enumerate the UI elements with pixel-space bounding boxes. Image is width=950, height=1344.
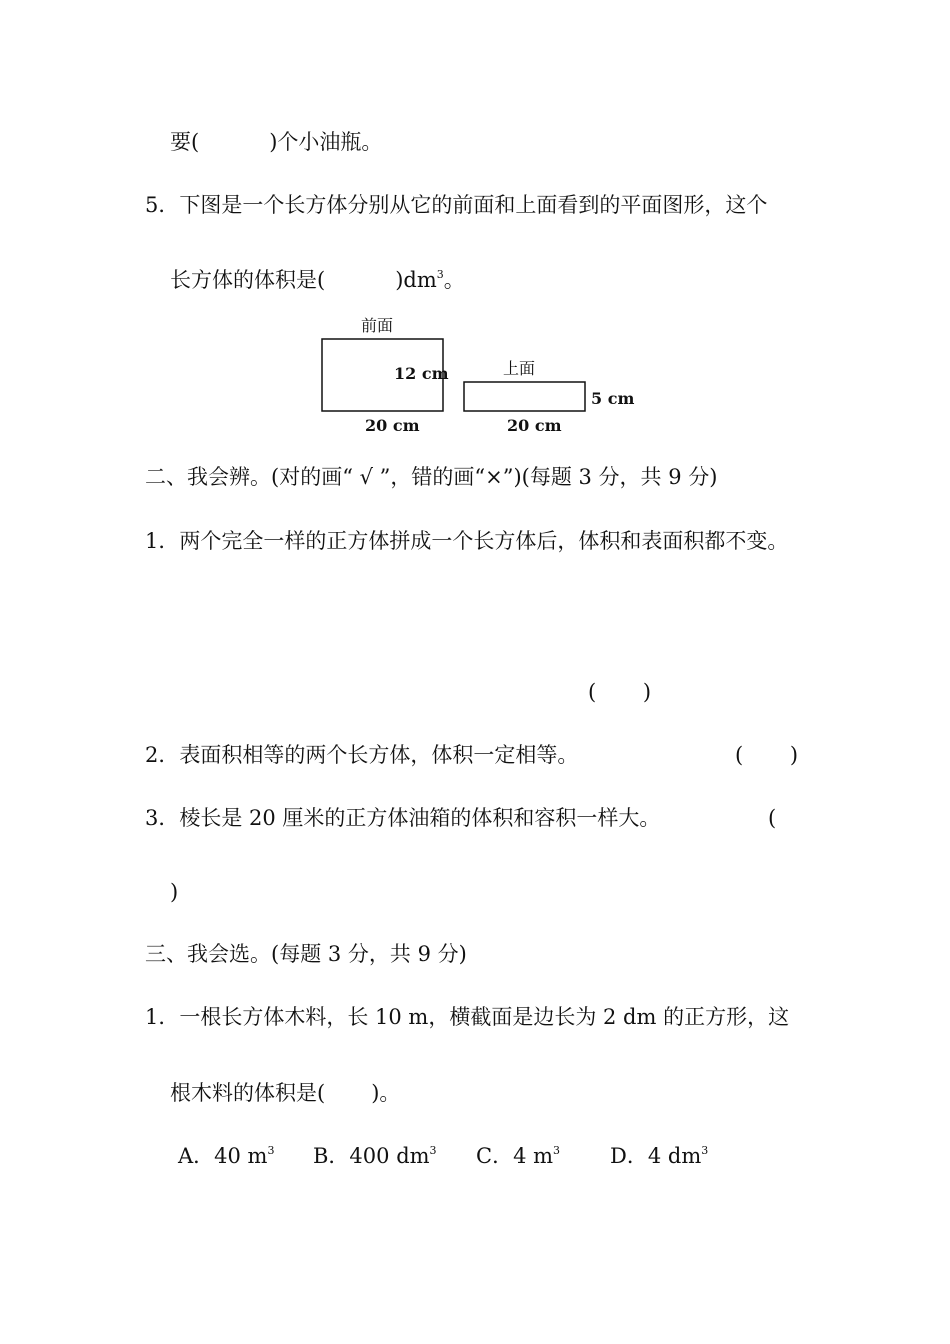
front-view-label: 前面	[361, 316, 394, 335]
q5-line2-after: )dm	[395, 268, 437, 292]
q5-line1: 5．下图是一个长方体分别从它的前面和上面看到的平面图形，这个	[145, 193, 768, 217]
option-a[interactable]: A．40 $m^3$	[178, 1144, 275, 1168]
top-height-label: 5 cm	[591, 389, 635, 408]
s2-q3-text: 3．棱长是 20 厘米的正方体油箱的体积和容积一样大。	[145, 806, 661, 830]
s2-q3-paren-open[interactable]: (	[768, 806, 777, 830]
s2-q2-answer-paren[interactable]: ( )	[735, 743, 799, 767]
s2-q1-answer-paren[interactable]: ( )	[588, 680, 652, 704]
q4-tail-after: )个小油瓶。	[269, 130, 383, 154]
section3-heading: 三、我会选。(每题 3 分，共 9 分)	[145, 942, 467, 966]
option-b[interactable]: B．400 $dm^3$	[313, 1144, 437, 1168]
top-view-rect	[464, 382, 585, 411]
q4-tail-line	[170, 128, 382, 156]
q5-line2	[170, 266, 465, 294]
top-view-label: 上面	[503, 359, 536, 378]
s3-q1-line2-after: )。	[371, 1081, 401, 1105]
box-views-figure	[300, 310, 660, 442]
front-height-label: 12 cm	[394, 364, 449, 383]
s2-q3-paren-close[interactable]: )	[170, 880, 179, 904]
q4-tail-before: 要(	[170, 130, 200, 154]
top-width-label: 20 cm	[507, 416, 562, 435]
s3-q1-line2-before: 根木料的体积是(	[170, 1081, 326, 1105]
section2-heading: 二、我会辨。(对的画“ √ ”，错的画“×”)(每题 3 分，共 9 分)	[145, 465, 718, 489]
option-c[interactable]: C．4 $m^3$	[476, 1144, 561, 1168]
s3-q1-line1: 1．一根长方体木料，长 10 m，横截面是边长为 2 dm 的正方形，这	[145, 1005, 790, 1029]
q5-line2-end: 。	[443, 268, 465, 292]
front-width-label: 20 cm	[365, 416, 420, 435]
figure-drawing	[300, 310, 660, 442]
s2-q1-text: 1．两个完全一样的正方体拼成一个长方体后，体积和表面积都不变。	[145, 529, 789, 553]
q5-superscript: 3	[436, 268, 444, 281]
s3-q1-line2	[170, 1079, 400, 1107]
option-d[interactable]: D．4 $dm^3$	[610, 1144, 709, 1168]
q5-line2-before: 长方体的体积是(	[170, 268, 326, 292]
s2-q2-text: 2．表面积相等的两个长方体，体积一定相等。	[145, 743, 579, 767]
